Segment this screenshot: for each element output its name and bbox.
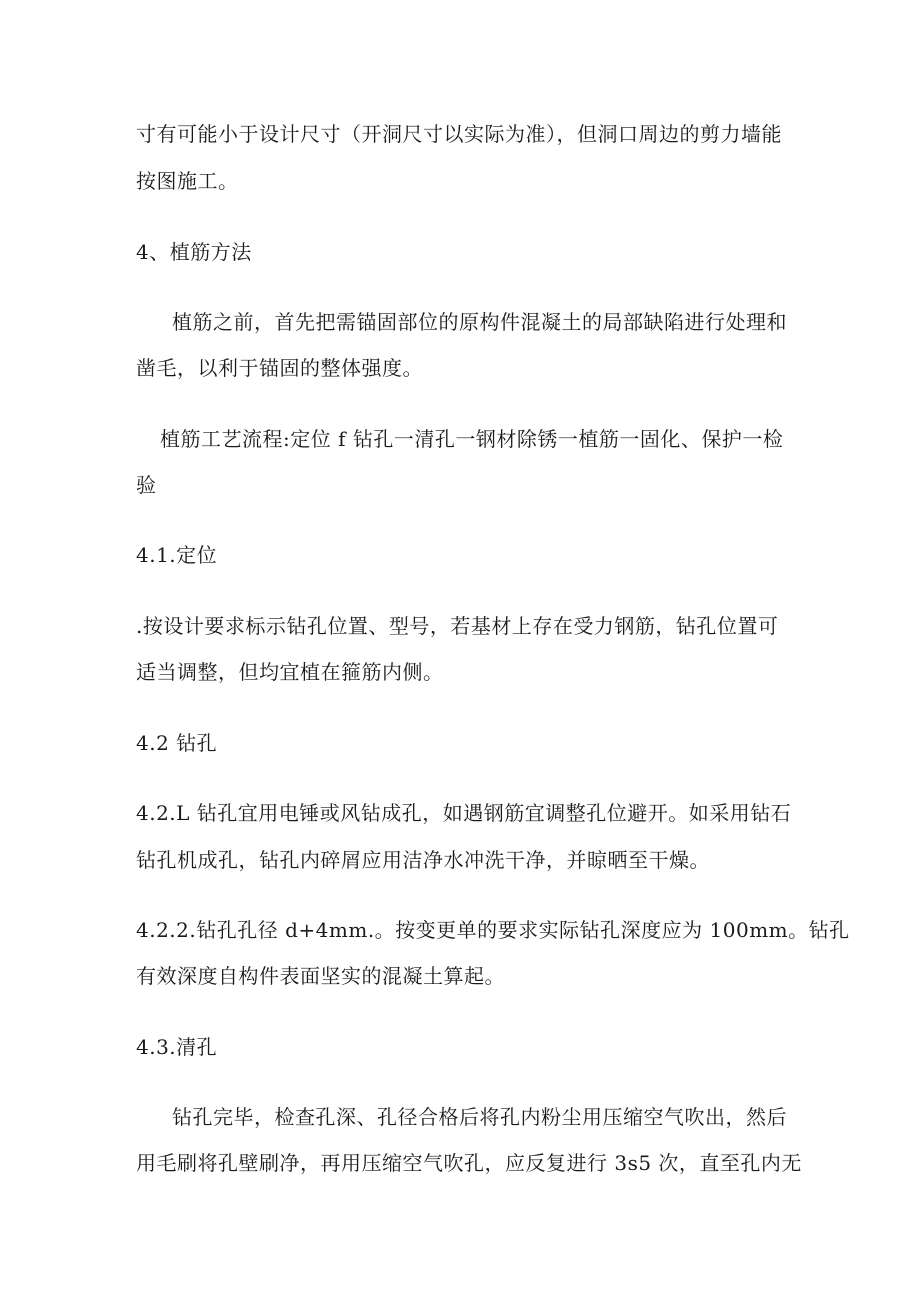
paragraph-line: 适当调整，但均宜植在箍筋内侧。 bbox=[136, 660, 444, 684]
section-heading: 4、植筋方法 bbox=[136, 240, 252, 264]
paragraph-line: 钻孔完毕，检查孔深、孔径合格后将孔内粉尘用压缩空气吹出，然后 bbox=[172, 1105, 787, 1129]
paragraph-line: 植筋之前，首先把需锚固部位的原构件混凝土的局部缺陷进行处理和 bbox=[172, 310, 787, 334]
paragraph-line: 寸有可能小于设计尺寸（开洞尺寸以实际为准），但洞口周边的剪力墙能 bbox=[136, 122, 782, 146]
subsection-heading: 4.1.定位 bbox=[136, 543, 218, 567]
paragraph-line: 验 bbox=[136, 473, 157, 497]
paragraph-line: 植筋工艺流程:定位 f 钻孔一清孔一钢材除锈一植筋一固化、保护一检 bbox=[160, 427, 784, 451]
paragraph-line: 4.2.L 钻孔宜用电锤或风钻成孔，如遇钢筋宜调整孔位避开。如采用钻石 bbox=[136, 801, 792, 825]
paragraph-line: 有效深度自构件表面坚实的混凝土算起。 bbox=[136, 964, 505, 988]
paragraph-line: .按设计要求标示钻孔位置、型号，若基材上存在受力钢筋，钻孔位置可 bbox=[136, 614, 779, 638]
subsection-heading: 4.2 钻孔 bbox=[136, 731, 218, 755]
paragraph-line: 凿毛，以利于锚固的整体强度。 bbox=[136, 356, 423, 380]
paragraph-line: 钻孔机成孔，钻孔内碎屑应用洁净水冲洗干净，并晾晒至干燥。 bbox=[136, 848, 710, 872]
paragraph-line: 用毛刷将孔壁刷净，再用压缩空气吹孔，应反复进行 3s5 次，直至孔内无 bbox=[136, 1151, 802, 1175]
paragraph-line: 按图施工。 bbox=[136, 169, 239, 193]
subsection-heading: 4.3.清孔 bbox=[136, 1035, 218, 1059]
paragraph-line: 4.2.2.钻孔孔径 d+4mm.。按变更单的要求实际钻孔深度应为 100mm。钻孔 bbox=[136, 918, 850, 942]
